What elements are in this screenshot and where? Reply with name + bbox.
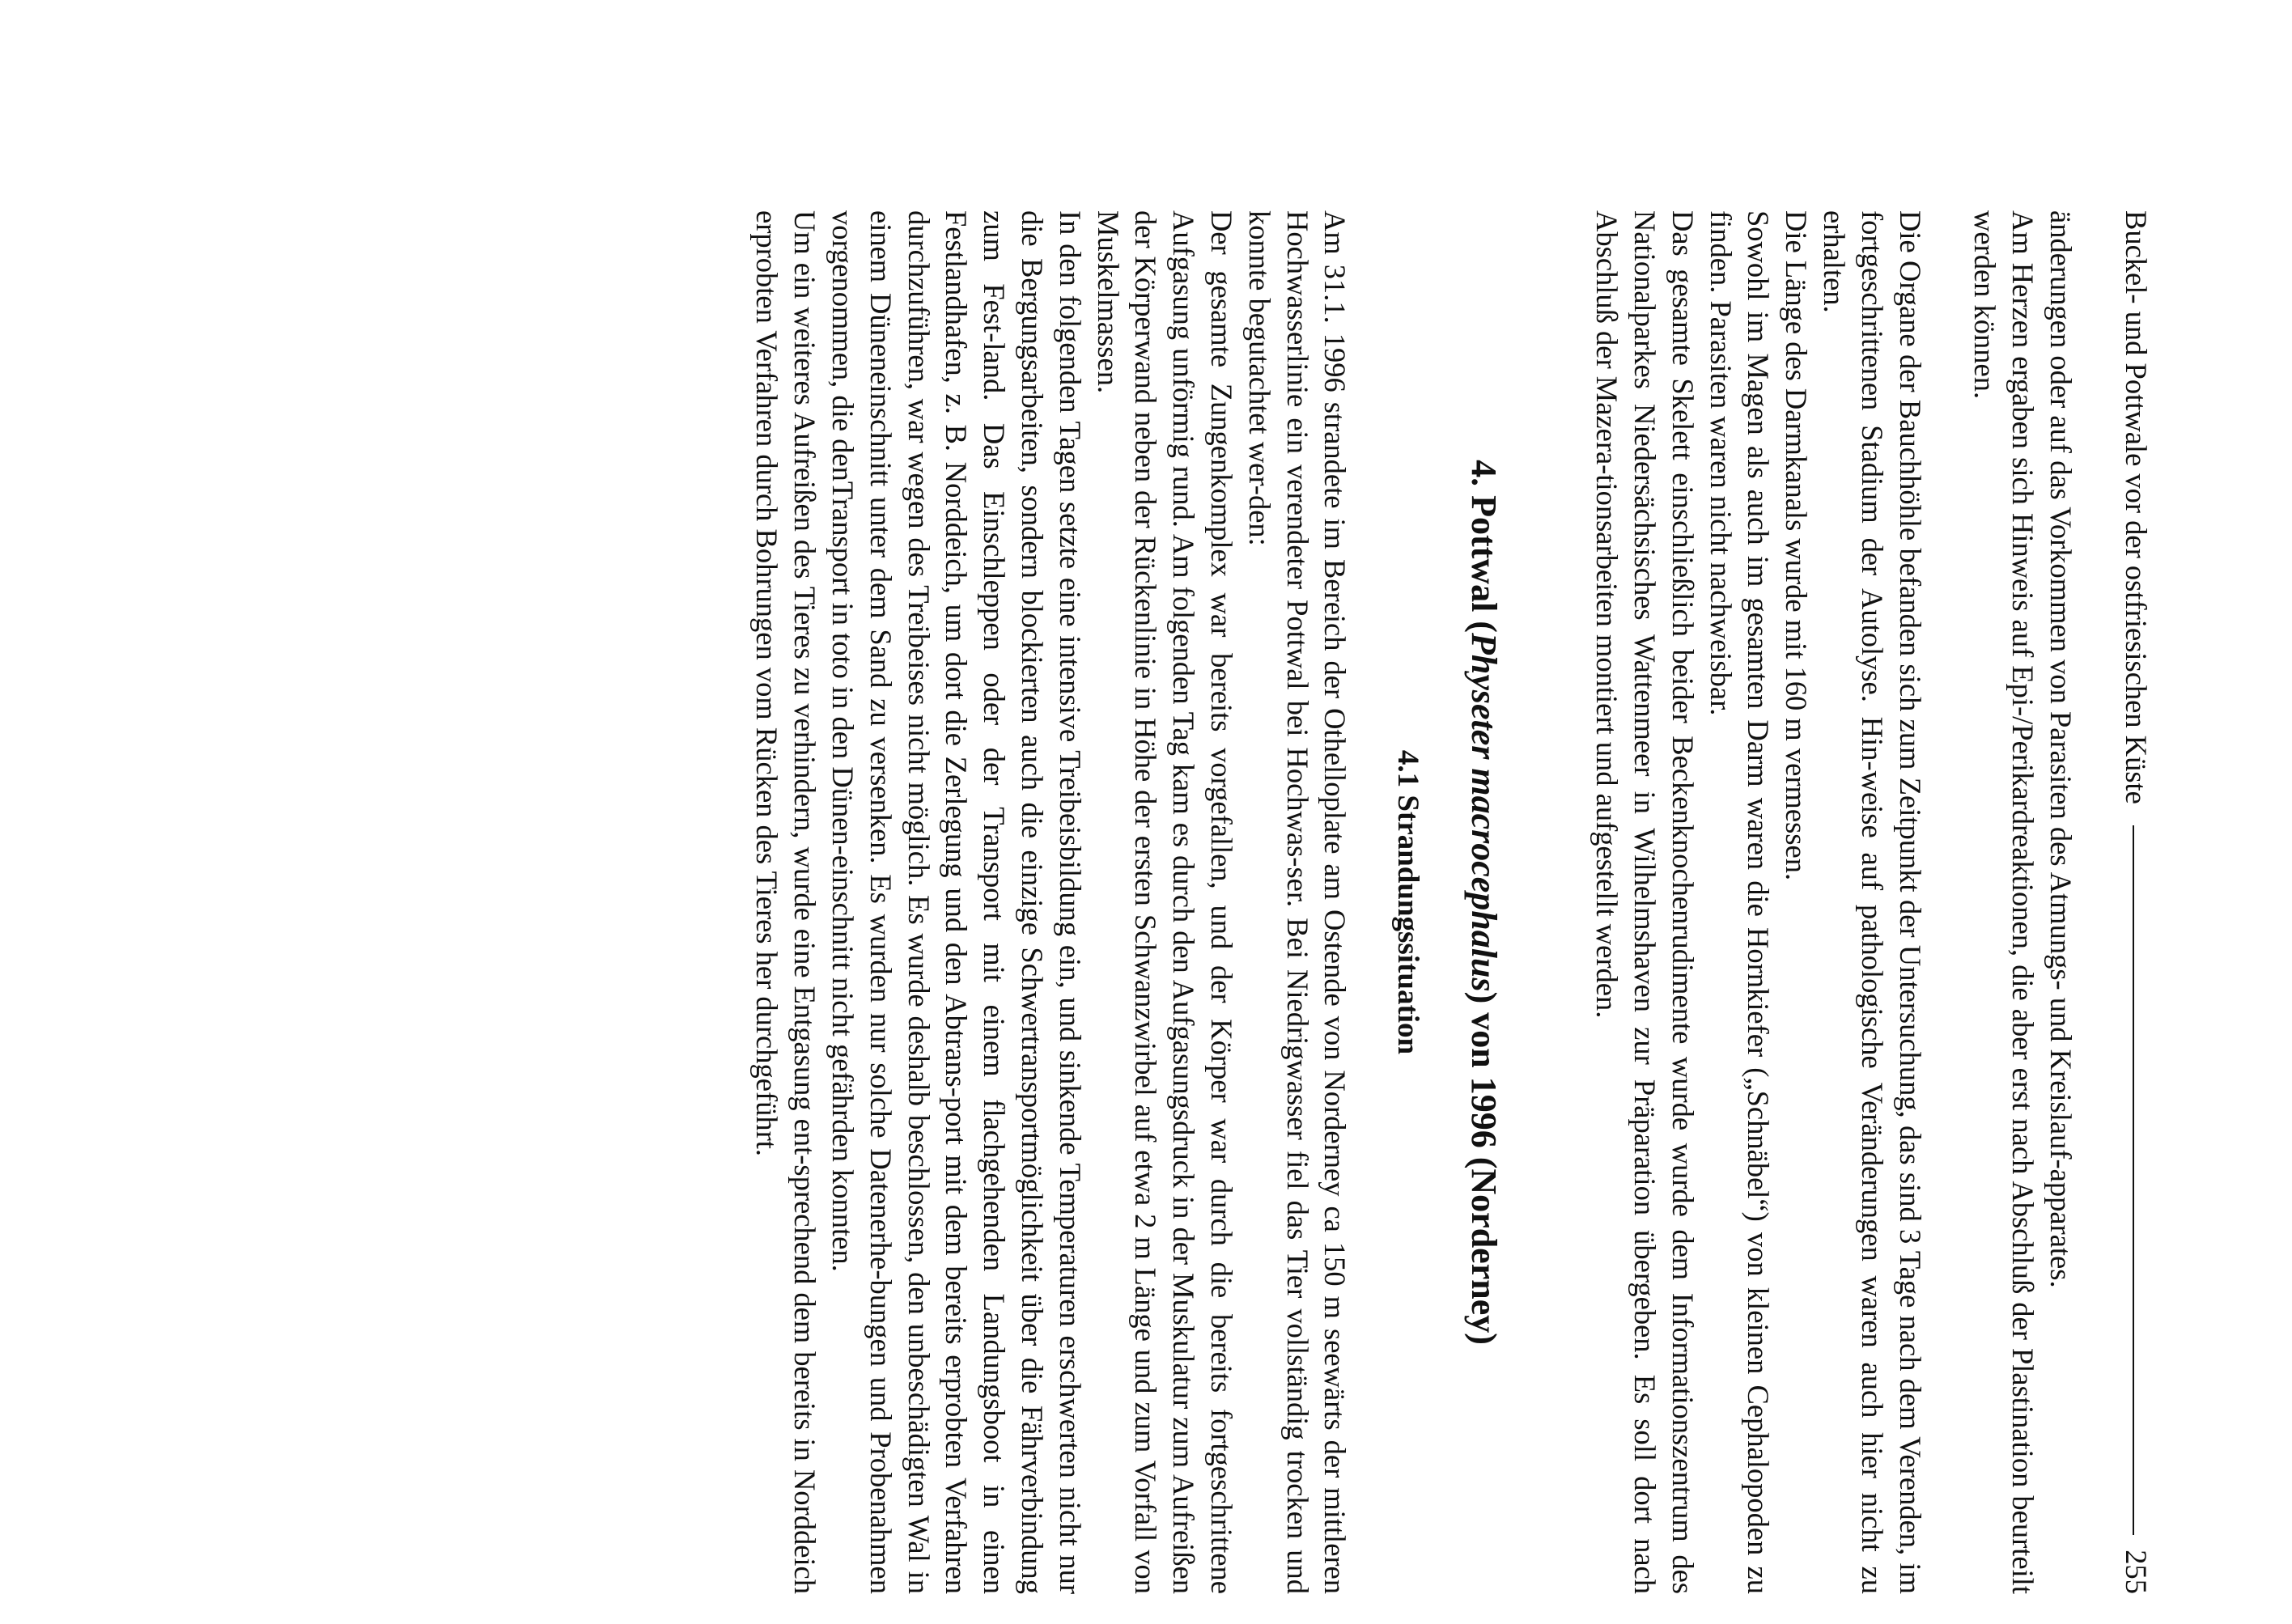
paragraph: Der gesamte Zungenkomplex war bereits vorgefallen, und der Körper war durch die bereits fortgeschrittene Aufgasung unförmig rund. Am folgenden Tag kam es durch den Aufgasungsdruck in der Muskulatur zum Aufreißen der Körperwand neben der Rückenlinie in Höhe der ersten Schwanzwirbel auf etwa 2 m Länge und zum Vorfall von Muskelmassen. — [1091, 210, 1239, 1594]
paragraph: änderungen oder auf das Vorkommen von Parasiten des Atmungs- und Kreislauf-apparates. — [2044, 210, 2078, 1288]
section-title: 4.1 Strandungssituation — [1391, 749, 1425, 1055]
paragraph: In den folgenden Tagen setzte eine intensive Treibeisbildung ein, und sinkende Temperaturen erschwerten nicht nur die Bergungsarbeiten, sondern blockierten auch die einzige Schwertransportmöglichkeit über die Fährverbindung zum Fest-land. Das Einschleppen oder der Transport mit einem flachgehenden Landungsboot in einen Festlandhafen, z. B. Norddeich, um dort die Zerlegung und den Abtrans-port mit dem bereits erprobten Verfahren durchzuführen, war wegen des Treibeises nicht möglich. Es wurde deshalb beschlossen, den unbeschädigten Wal in einem Düneneinschnitt unter dem Sand zu versenken. Es wurden nur solche Datenerhe-bungen und Probenahmen vorgenommen, die denTransport in toto in den Dünen-einschnitt nicht gefährden konnten. — [826, 210, 1087, 1594]
chapter-title-prefix: 4. Pottwal ( — [1464, 460, 1505, 633]
paragraph: Das gesamte Skelett einschließlich beider Beckenknochenrudimente wurde wurde dem Informationszentrum des Nationalparkes Niedersächsisches Wattenmeer in Wilhelmshaven zur Präparation übergeben. Es soll dort nach Abschluß der Mazera-tionsarbeiten montiert und aufgestellt werden. — [1590, 210, 1700, 1594]
upper-text-block — [1966, 210, 2079, 1594]
rotated-document-page — [228, 210, 2154, 1594]
paragraph-gap — [1929, 210, 1966, 1594]
section-text-block — [748, 210, 1354, 1594]
chapter-title — [1461, 210, 1506, 1594]
running-head-title: Buckel- und Pottwale vor der ostfriesischen Küste — [2119, 210, 2153, 804]
paragraph: Die Länge des Darmkanals wurde mit 160 m vermessen. — [1780, 210, 1814, 881]
running-head — [2116, 210, 2154, 1594]
running-head-rule — [2133, 825, 2135, 1535]
chapter-title-species: Physeter macrocephalus — [1464, 632, 1505, 992]
paragraph: Um ein weiteres Aufreißen des Tieres zu verhindern, wurde eine Entgasung ent-sprechend dem bereits in Norddeich erprobten Verfahren durch Bohrungen vom Rücken des Tieres her durchgeführt. — [750, 210, 822, 1594]
chapter-title-suffix: ) von 1996 (Norderney) — [1464, 991, 1505, 1345]
paragraph: Am 31.1. 1996 strandete im Bereich der Othelloplate am Ostende von Norderney ca 150 m seewärts der mittleren Hochwasserlinie ein verendeter Pottwal bei Hochwas-ser. Bei Niedrigwasser fiel das Tier vollständig trocken und konnte begutachtet wer-den: — [1242, 210, 1352, 1594]
paragraph: Sowohl im Magen als auch im gesamten Darm waren die Hornkiefer („Schnäbel“) von kleinen Cephalopoden zu finden. Parasiten waren nicht nachweisbar. — [1704, 210, 1776, 1594]
paragraph: Am Herzen ergaben sich Hinweis auf Epi-/Perikardreaktionen, die aber erst nach Abschluß der Plastination beurteilt werden können. — [1968, 210, 2040, 1594]
lower-text-block — [1587, 210, 1928, 1594]
page-number: 255 — [2119, 1550, 2153, 1594]
paragraph: Die Organe der Bauchhöhle befanden sich zum Zeitpunkt der Untersuchung, das sind 3 Tage nach dem Verenden, im fortgeschrittenen Stadium der Autolyse. Hin-weise auf pathologische Veränderungen waren auch hier nicht zu erhalten. — [1818, 210, 1927, 1594]
